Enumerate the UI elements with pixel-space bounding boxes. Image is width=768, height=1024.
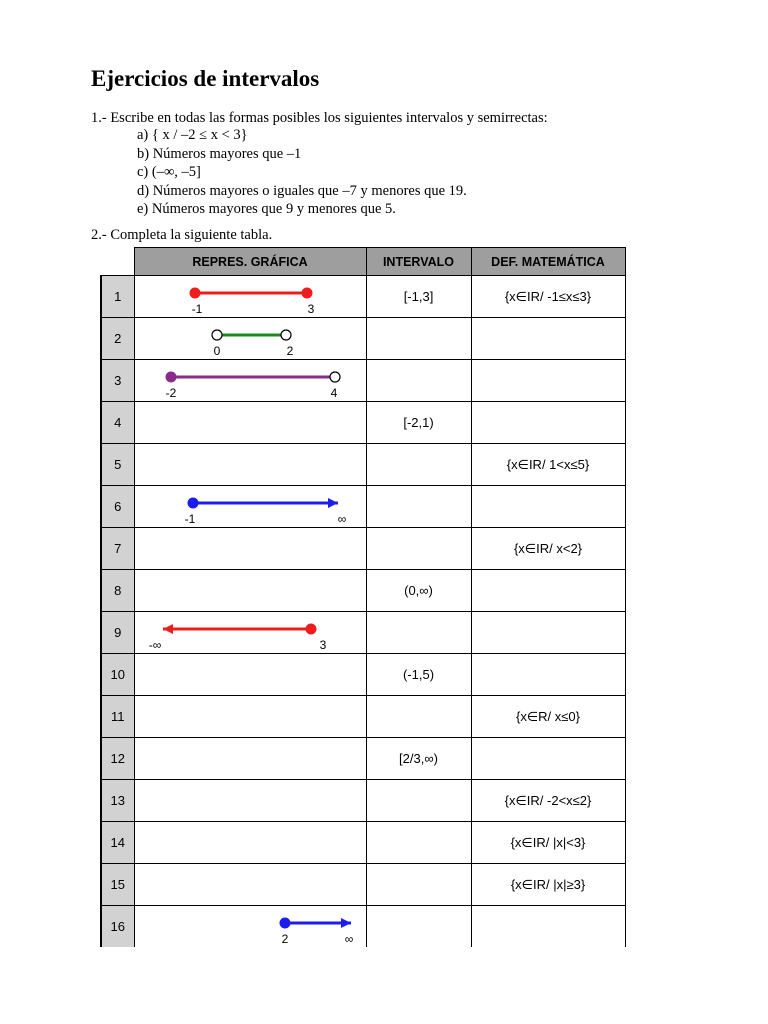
- interval-cell[interactable]: [2/3,∞): [366, 738, 471, 780]
- graphic-cell[interactable]: [134, 654, 366, 696]
- right-endpoint: [306, 624, 316, 634]
- interval-cell[interactable]: [-2,1): [366, 402, 471, 444]
- definition-cell[interactable]: {x∈R/ x≤0}: [471, 696, 625, 738]
- definition-cell[interactable]: {x∈IR/ x<2}: [471, 528, 625, 570]
- interval-cell[interactable]: [366, 528, 471, 570]
- row-number: 8: [101, 570, 134, 612]
- graphic-cell[interactable]: [134, 696, 366, 738]
- definition-cell[interactable]: [471, 570, 625, 612]
- table-row: [101, 276, 625, 318]
- interval-table: [100, 247, 626, 947]
- row-number: 13: [101, 780, 134, 822]
- definition-cell[interactable]: {x∈IR/ -2<x≤2}: [471, 780, 625, 822]
- definition-cell[interactable]: {x∈IR/ -1≤x≤3}: [471, 276, 625, 318]
- number-line-graphic: [135, 906, 366, 947]
- row-number: 1: [101, 276, 134, 318]
- right-label: 3: [319, 638, 326, 652]
- table-row: [101, 444, 625, 486]
- definition-cell[interactable]: [471, 486, 625, 528]
- number-line-graphic: [135, 486, 366, 527]
- interval-cell[interactable]: [366, 360, 471, 402]
- graphic-cell[interactable]: [134, 822, 366, 864]
- table-row: [101, 780, 625, 822]
- header-interval: INTERVALO: [366, 248, 471, 276]
- exercise-1-item-d: d) Números mayores o iguales que –7 y menores que 19.: [137, 182, 467, 199]
- graphic-cell[interactable]: [134, 276, 366, 318]
- interval-cell[interactable]: (-1,5): [366, 654, 471, 696]
- left-endpoint: [188, 498, 198, 508]
- exercise-1-item-c: c) (–∞, –5]: [137, 164, 201, 180]
- page-title: Ejercicios de intervalos: [91, 66, 320, 91]
- graphic-cell[interactable]: [134, 402, 366, 444]
- row-number: 6: [101, 486, 134, 528]
- definition-cell[interactable]: [471, 738, 625, 780]
- interval-cell[interactable]: [366, 864, 471, 906]
- definition-cell[interactable]: [471, 402, 625, 444]
- table-row: [101, 570, 625, 612]
- table-row: [101, 738, 625, 780]
- graphic-cell[interactable]: [134, 780, 366, 822]
- left-endpoint: [280, 918, 290, 928]
- table-row: [101, 696, 625, 738]
- table-row: [101, 402, 625, 444]
- header-corner: [101, 248, 134, 276]
- number-line-graphic: [135, 360, 366, 401]
- row-number: 14: [101, 822, 134, 864]
- table-row: [101, 654, 625, 696]
- exercise-1-list: [137, 126, 467, 219]
- exercise-1-item-a: a) { x / –2 ≤ x < 3}: [137, 127, 248, 143]
- row-number: 4: [101, 402, 134, 444]
- graphic-cell[interactable]: [134, 486, 366, 528]
- table-body: [101, 276, 625, 948]
- graphic-cell[interactable]: [134, 738, 366, 780]
- left-endpoint: [190, 288, 200, 298]
- right-label: ∞: [344, 932, 353, 946]
- interval-cell[interactable]: (0,∞): [366, 570, 471, 612]
- graphic-cell[interactable]: [134, 528, 366, 570]
- interval-cell[interactable]: [366, 612, 471, 654]
- table-row: [101, 528, 625, 570]
- definition-cell[interactable]: [471, 906, 625, 948]
- definition-cell[interactable]: [471, 654, 625, 696]
- right-arrow-icon: [328, 498, 338, 508]
- table-row: [101, 360, 625, 402]
- number-line-graphic: [135, 612, 366, 653]
- row-number: 10: [101, 654, 134, 696]
- definition-cell[interactable]: {x∈IR/ |x|<3}: [471, 822, 625, 864]
- right-label: 2: [286, 344, 293, 358]
- graphic-cell[interactable]: [134, 612, 366, 654]
- row-number: 12: [101, 738, 134, 780]
- interval-cell[interactable]: [366, 906, 471, 948]
- row-number: 2: [101, 318, 134, 360]
- interval-cell[interactable]: [-1,3]: [366, 276, 471, 318]
- table-row: [101, 612, 625, 654]
- left-label: -∞: [148, 638, 161, 652]
- row-number: 5: [101, 444, 134, 486]
- interval-cell[interactable]: [366, 780, 471, 822]
- number-line-graphic: [135, 276, 366, 317]
- row-number: 15: [101, 864, 134, 906]
- definition-cell[interactable]: {x∈IR/ |x|≥3}: [471, 864, 625, 906]
- interval-cell[interactable]: [366, 822, 471, 864]
- row-number: 11: [101, 696, 134, 738]
- header-definition: DEF. MATEMÁTICA: [471, 248, 625, 276]
- right-arrow-icon: [341, 918, 351, 928]
- definition-cell[interactable]: [471, 318, 625, 360]
- table-row: [101, 318, 625, 360]
- right-endpoint: [281, 330, 291, 340]
- exercise-2-statement: 2.- Completa la siguiente tabla.: [91, 227, 273, 243]
- definition-cell[interactable]: [471, 360, 625, 402]
- graphic-cell[interactable]: [134, 906, 366, 948]
- right-endpoint: [330, 372, 340, 382]
- definition-cell[interactable]: [471, 612, 625, 654]
- row-number: 3: [101, 360, 134, 402]
- right-label: ∞: [337, 512, 346, 526]
- table-row: [101, 822, 625, 864]
- number-line-graphic: [135, 318, 366, 359]
- left-label: 2: [281, 932, 288, 946]
- interval-cell[interactable]: [366, 444, 471, 486]
- exercise-1-item-b: b) Números mayores que –1: [137, 145, 302, 162]
- left-label: -1: [184, 512, 195, 526]
- left-arrow-icon: [163, 624, 173, 634]
- left-label: 0: [213, 344, 220, 358]
- table-header-row: [101, 248, 625, 276]
- definition-cell[interactable]: {x∈IR/ 1<x≤5}: [471, 444, 625, 486]
- graphic-cell[interactable]: [134, 444, 366, 486]
- right-endpoint: [302, 288, 312, 298]
- interval-cell[interactable]: [366, 318, 471, 360]
- interval-cell[interactable]: [366, 486, 471, 528]
- left-label: -2: [165, 386, 176, 400]
- header-graphic: REPRES. GRÁFICA: [134, 248, 366, 276]
- table-row: [101, 906, 625, 948]
- graphic-cell[interactable]: [134, 864, 366, 906]
- right-label: 3: [307, 302, 314, 316]
- interval-table-container: [100, 247, 626, 947]
- table-row: [101, 864, 625, 906]
- left-label: -1: [191, 302, 202, 316]
- exercise-1-item-e: e) Números mayores que 9 y menores que 5.: [137, 201, 396, 217]
- exercise-1-statement: 1.- Escribe en todas las formas posibles los siguientes intervalos y semirrectas:: [91, 110, 548, 126]
- graphic-cell[interactable]: [134, 318, 366, 360]
- row-number: 9: [101, 612, 134, 654]
- interval-cell[interactable]: [366, 696, 471, 738]
- table-row: [101, 486, 625, 528]
- left-endpoint: [166, 372, 176, 382]
- graphic-cell[interactable]: [134, 570, 366, 612]
- row-number: 16: [101, 906, 134, 948]
- row-number: 7: [101, 528, 134, 570]
- right-label: 4: [330, 386, 337, 400]
- graphic-cell[interactable]: [134, 360, 366, 402]
- left-endpoint: [212, 330, 222, 340]
